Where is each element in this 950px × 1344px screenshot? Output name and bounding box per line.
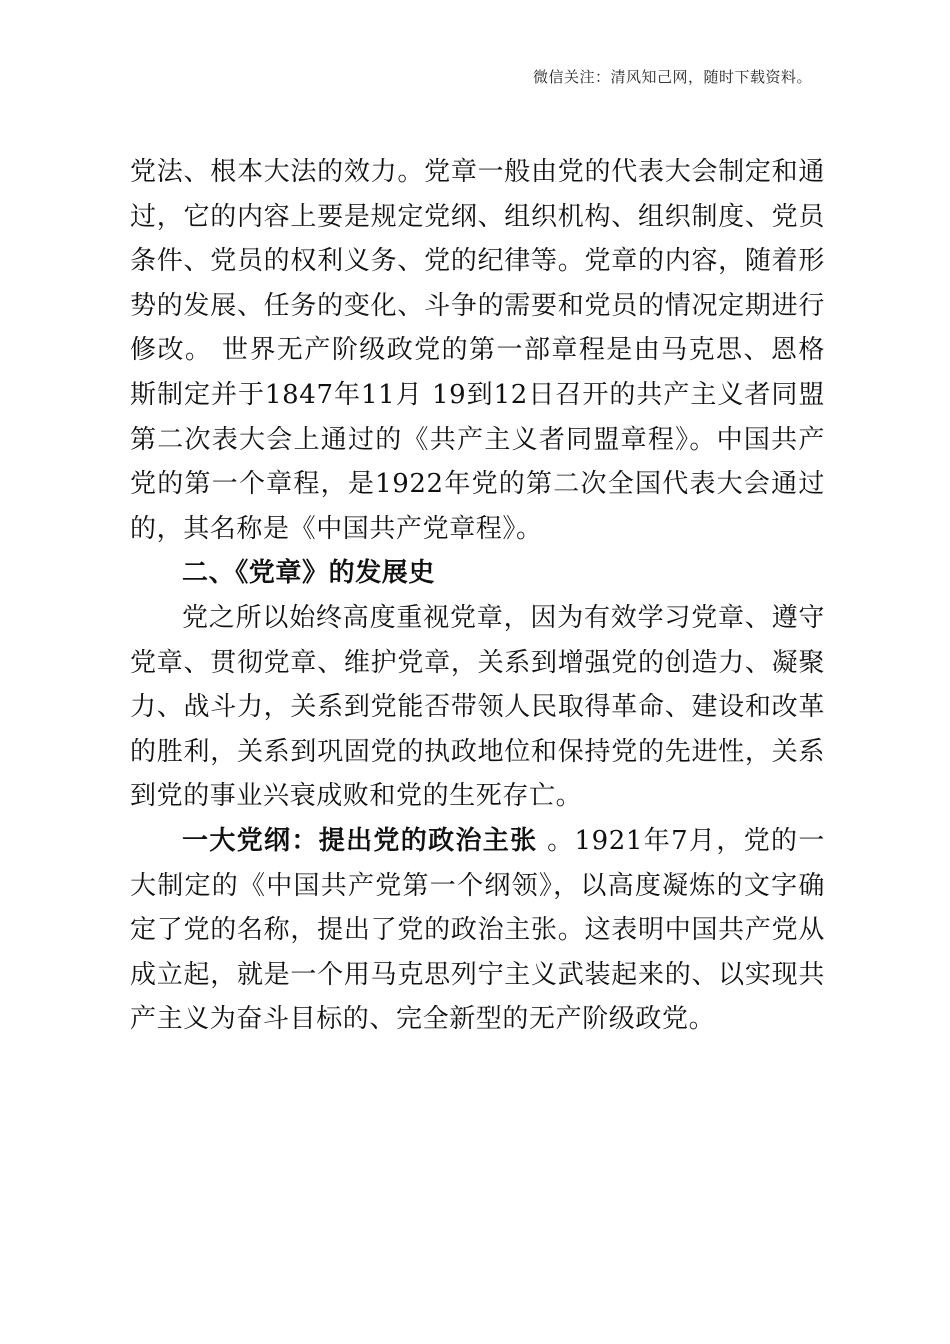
- section-heading: 二、《党章》的发展史: [182, 558, 436, 589]
- paragraph-continuation: 党法、根本大法的效力。党章一般由党的代表大会制定和通过，它的内容上要是规定党纲、组织机构、组织制度、党员条件、党员的权利义务、党的纪律等。党章的内容，随着形势的发展、任务的变化、斗争的需要和党员的情况定期进行修改。 世界无产阶级政党的第一部章程是由马克思、恩格斯制定并于1847年11月 19到12日召开的共产主义者同盟第二次表大会上通过的《共产主义者同盟章程》。中国共产党的第一个章程，是1922年党的第二次全国代表大会通过的，其名称是《中国共产党章程》。: [130, 157, 825, 544]
- header-note: 微信关注：清风知己网，随时下载资料。: [532, 68, 812, 86]
- paragraph-first-congress: [130, 819, 825, 1042]
- paragraph-importance: 党之所以始终高度重视党章，因为有效学习党章、遵守党章、贯彻党章、维护党章，关系到增强党的创造力、凝聚力、战斗力，关系到党能否带领人民取得革命、建设和改革的胜利，关系到巩固党的执政地位和保持党的先进性，关系到党的事业兴衰成败和党的生死存亡。: [130, 602, 825, 812]
- paragraph-lead-heading: 一大党纲：提出党的政治主张: [182, 825, 538, 856]
- document-body: [130, 150, 825, 1042]
- paragraph-first-congress-text: 。1921年7月，党的一大制定的《中国共产党第一个纲领》，以高度凝炼的文字确定了党的名称，提出了党的政治主张。这表明中国共产党从成立起，就是一个用马克思列宁主义武装起来的、以实现共产主义为奋斗目标的、完全新型的无产阶级政党。: [130, 825, 825, 1035]
